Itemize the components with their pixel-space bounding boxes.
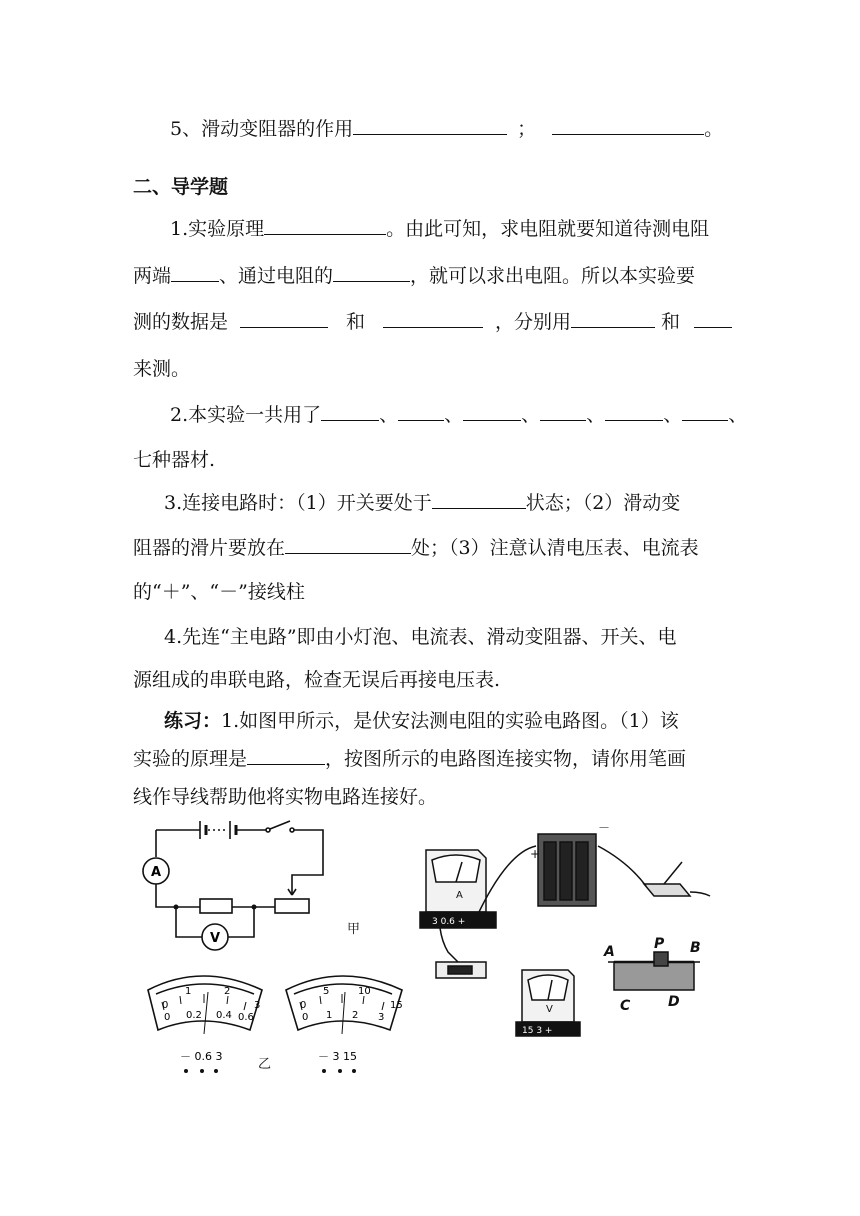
- svg-text:A: A: [456, 890, 463, 901]
- svg-text:A: A: [604, 944, 615, 960]
- g1-line-1: 1.实验原理 。由此可知，求电阻就要知道待测电阻: [170, 218, 710, 240]
- svg-text:0: 0: [164, 1012, 171, 1023]
- g1-line-3: 测的数据是 和 ，分别用 和: [133, 309, 732, 335]
- svg-text:1: 1: [185, 986, 192, 997]
- q5-blank-1[interactable]: [353, 116, 507, 135]
- svg-text:10: 10: [358, 986, 371, 997]
- g1-blank-principle[interactable]: [264, 216, 386, 235]
- g1-line-4: 来测。: [133, 358, 191, 380]
- voltmeter-symbol: V: [209, 931, 221, 946]
- svg-text:2: 2: [352, 1010, 359, 1021]
- svg-text:+: +: [530, 847, 541, 861]
- svg-text:0: 0: [302, 1012, 309, 1023]
- svg-text:V: V: [546, 1004, 553, 1015]
- g1-line-2: 两端 、通过电阻的 ，就可以求出电阻。所以本实验要: [133, 265, 696, 287]
- svg-text:2: 2: [224, 986, 231, 997]
- g4-line-1: 4.先连“主电路”即由小灯泡、电流表、滑动变阻器、开关、电: [164, 626, 677, 648]
- g2-blank-4[interactable]: [540, 402, 586, 421]
- g3-blank-switch[interactable]: [432, 490, 526, 509]
- svg-text:3: 3: [378, 1012, 385, 1023]
- g1-blank-voltage[interactable]: [171, 263, 219, 282]
- meter1-terminals: － 0.6 3: [180, 1050, 223, 1063]
- svg-text:0: 0: [162, 1000, 169, 1011]
- svg-text:15: 15: [390, 1000, 403, 1011]
- g1-blank-instrument-2[interactable]: [694, 309, 732, 328]
- figure-label-jia: 甲: [347, 922, 361, 937]
- svg-text:1: 1: [326, 1010, 333, 1021]
- g3-line-1: 3.连接电路时：（1）开关要处于 状态；（2）滑动变: [164, 492, 681, 514]
- q5-line: 5、滑动变阻器的作用 ； 。: [170, 118, 724, 140]
- svg-text:3: 3: [254, 1000, 261, 1011]
- svg-text:B: B: [690, 940, 701, 956]
- circuit-diagram: [140, 815, 340, 955]
- g3-blank-slider[interactable]: [285, 535, 411, 554]
- svg-text:3 0.6 +: 3 0.6 +: [432, 917, 466, 927]
- svg-text:0.2: 0.2: [186, 1010, 202, 1021]
- meter-dials: [140, 968, 410, 1080]
- figure-label-yi: 乙: [258, 1057, 272, 1072]
- practice-blank-principle[interactable]: [247, 746, 325, 765]
- practice-line-3: 线作导线帮助他将实物电路连接好。: [133, 786, 438, 808]
- g2-blank-2[interactable]: [398, 402, 444, 421]
- g2-blank-3[interactable]: [463, 402, 521, 421]
- svg-text:0: 0: [300, 1000, 307, 1011]
- svg-text:5: 5: [323, 986, 330, 997]
- practice-line-2: 实验的原理是 ，按图所示的电路图连接实物，请你用笔画: [133, 748, 687, 770]
- svg-text:15 3 +: 15 3 +: [522, 1026, 553, 1036]
- section-title: 二、导学题: [133, 176, 229, 198]
- g3-line-3: 的“＋”、“－”接线柱: [133, 581, 305, 603]
- g2-line-1: 2.本实验一共用了 、 、 、 、 、 、: [170, 404, 748, 426]
- g1-blank-data-2[interactable]: [383, 309, 483, 328]
- apparatus-diagram: [418, 812, 718, 1042]
- g3-line-2: 阻器的滑片要放在 处；（3）注意认清电压表、电流表: [133, 537, 699, 559]
- g1-blank-instrument-1[interactable]: [571, 309, 655, 328]
- svg-text:P: P: [654, 936, 665, 952]
- svg-text:0.6: 0.6: [238, 1012, 254, 1023]
- meter2-terminals: － 3 15: [318, 1050, 357, 1063]
- ammeter-symbol: A: [150, 865, 162, 880]
- practice-line-1: 练习：1.如图甲所示，是伏安法测电阻的实验电路图。（1）该: [164, 710, 679, 732]
- g4-line-2: 源组成的串联电路，检查无误后再接电压表.: [133, 669, 501, 691]
- svg-text:0.4: 0.4: [216, 1010, 232, 1021]
- svg-text:C: C: [620, 998, 631, 1014]
- g1-blank-current[interactable]: [333, 263, 410, 282]
- q5-blank-2[interactable]: [552, 116, 704, 135]
- g2-line-2: 七种器材.: [133, 449, 216, 471]
- svg-text:－: －: [598, 821, 611, 835]
- g2-blank-5[interactable]: [605, 402, 663, 421]
- g2-blank-1[interactable]: [321, 402, 379, 421]
- g1-blank-data-1[interactable]: [240, 309, 328, 328]
- svg-text:D: D: [668, 994, 680, 1010]
- practice-label: 练习：: [164, 710, 222, 732]
- g2-blank-6[interactable]: [682, 402, 728, 421]
